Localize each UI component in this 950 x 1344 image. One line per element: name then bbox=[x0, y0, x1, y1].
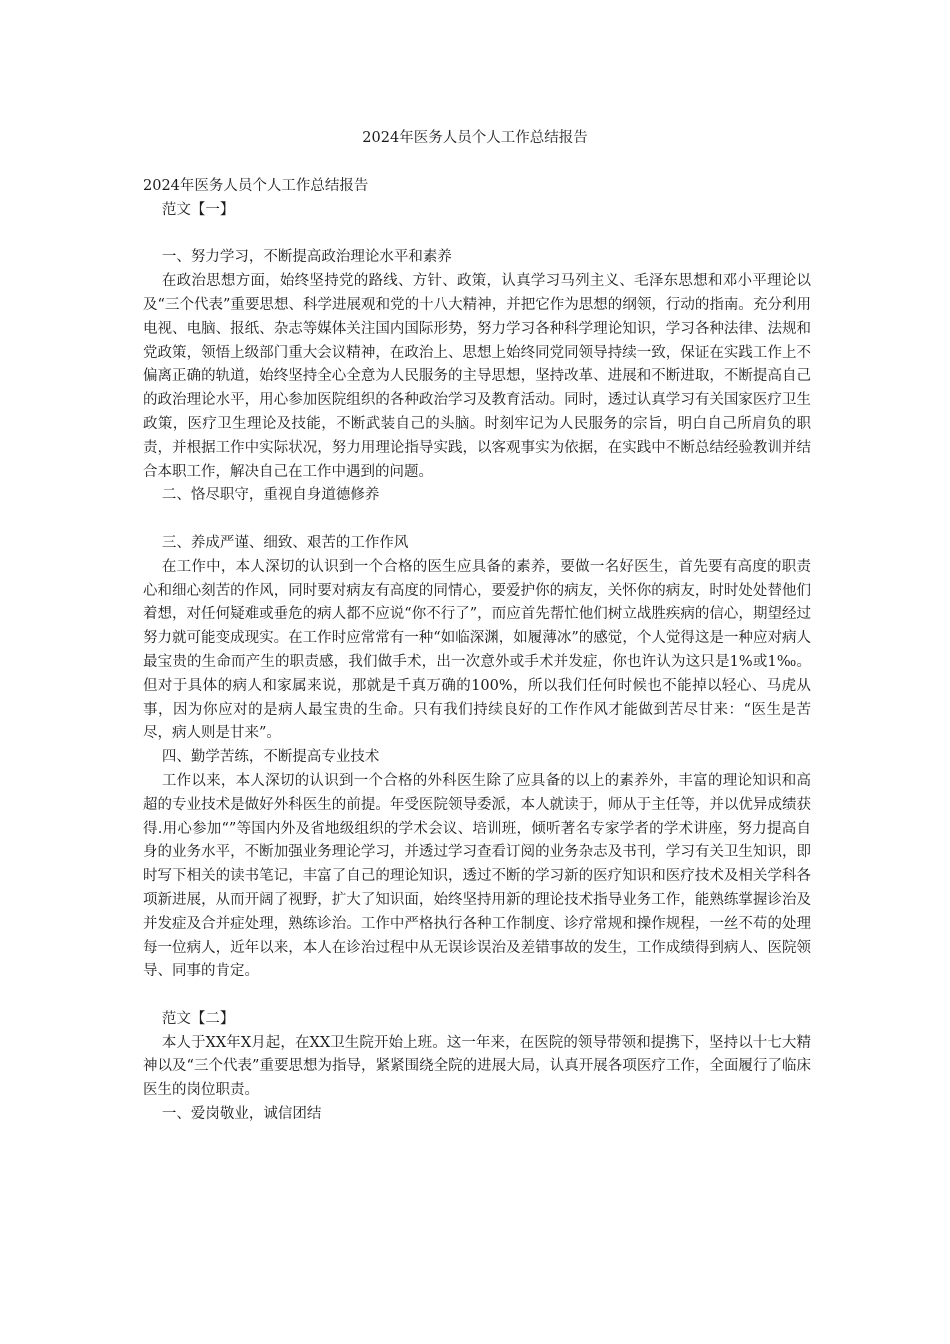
sample-2-label: 范文【二】 bbox=[161, 1010, 235, 1027]
document-title: 2024年医务人员个人工作总结报告 bbox=[362, 130, 588, 146]
sample-1-heading-4: 四、勤学苦练，不断提高专业技术 bbox=[161, 749, 380, 766]
blank-line bbox=[143, 223, 811, 247]
sample-1-paragraph-4: 工作以来，本人深切的认识到一个合格的外科医生除了应具备的以上的素养外，丰富的理论知识和高超的专业技术是做好外科医生的前提。年受医院领导委派，本人就读于，师从于主任等，并以优异成绩获得.用心参加“”等国内外及省地级组织的学术会议、培训班，倾听著名专家学者的学术讲座，努力提高自身的业务水平，不断加强业务理论学习，并透过学习查看订阅的业务杂志及书刊，学习有关卫生知识，即时写下相关的读书笔记，丰富了自己的理论知识，透过不断的学习新的医疗知识和医疗技术及相关学科各项新进展，从而开阔了视野，扩大了知识面，始终坚持用新的理论技术指导业务工作，能熟练掌握诊治及并发症及合并症处理，熟练诊治。工作中严格执行各种工作制度、诊疗常规和操作规程，一丝不苟的处理每一位病人，近年以来，本人在诊治过程中从无误诊误治及差错事故的发生，工作成绩得到病人、医院领导、同事的肯定。 bbox=[143, 772, 811, 980]
sample-2-paragraph-1: 本人于XX年X月起，在XX卫生院开始上班。这一年来，在医院的领导带领和提携下，坚持以十七大精神以及“三个代表”重要思想为指导，紧紧围绕全院的进展大局，认真开展各项医疗工作，全面履行了临床医生的岗位职责。 bbox=[143, 1034, 811, 1099]
blank-line bbox=[143, 508, 811, 532]
sample-1-paragraph-3: 在工作中，本人深切的认识到一个合格的医生应具备的素养，要做一名好医生，首先要有高度的职责心和细心刻苦的作风，同时要对病友有高度的同情心，要爱护你的病友，关怀你的病友，时时处处替他们着想，对任何疑难或垂危的病人都不应说“你不行了”，而应首先帮忙他们树立战胜疾病的信心，期望经过努力就可能变成现实。在工作时应常常有一种“如临深渊，如履薄冰”的感觉，个人觉得这是一种应对病人最宝贵的生命而产生的职责感，我们做手术，出一次意外或手术并发症，你也许认为这只是1%或1‰。但对于具体的病人和家属来说，那就是千真万确的100%，所以我们任何时候也不能掉以轻心、马虎从事，因为你应对的是病人最宝贵的生命。只有我们持续良好的工作作风才能做到苦尽甘来：“医生是苦尽，病人则是甘来”。 bbox=[143, 558, 811, 742]
sample-1-heading-2: 二、恪尽职守，重视自身道德修养 bbox=[161, 487, 380, 504]
sample-1-heading-3: 三、养成严谨、细致、艰苦的工作作风 bbox=[161, 534, 409, 551]
blank-line bbox=[143, 984, 811, 1008]
document-body bbox=[143, 175, 811, 1127]
sample-1-label: 范文【一】 bbox=[161, 201, 235, 218]
sample-2-heading-1: 一、爱岗敬业，诚信团结 bbox=[161, 1106, 322, 1123]
sample-1-paragraph-1: 在政治思想方面，始终坚持党的路线、方针、政策，认真学习马列主义、毛泽东思想和邓小平理论以及“三个代表”重要思想、科学进展观和党的十八大精神，并把它作为思想的纲领，行动的指南。充分利用电视、电脑、报纸、杂志等媒体关注国内国际形势，努力学习各种科学理论知识，学习各种法律、法规和党政策，领悟上级部门重大会议精神，在政治上、思想上始终同党同领导持续一致，保证在实践工作上不偏离正确的轨道，始终坚持全心全意为人民服务的主导思想，坚持改革、进展和不断进取，不断提高自己的政治理论水平，用心参加医院组织的各种政治学习及教育活动。同时，透过认真学习有关国家医疗卫生政策，医疗卫生理论及技能，不断武装自己的头脑。时刻牢记为人民服务的宗旨，明白自己所肩负的职责，并根据工作中实际状况，努力用理论指导实践，以客观事实为依据，在实践中不断总结经验教训并结合本职工作，解决自己在工作中遇到的问题。 bbox=[143, 273, 811, 480]
document-subtitle: 2024年医务人员个人工作总结报告 bbox=[143, 178, 369, 194]
sample-1-heading-1: 一、努力学习，不断提高政治理论水平和素养 bbox=[161, 249, 452, 266]
